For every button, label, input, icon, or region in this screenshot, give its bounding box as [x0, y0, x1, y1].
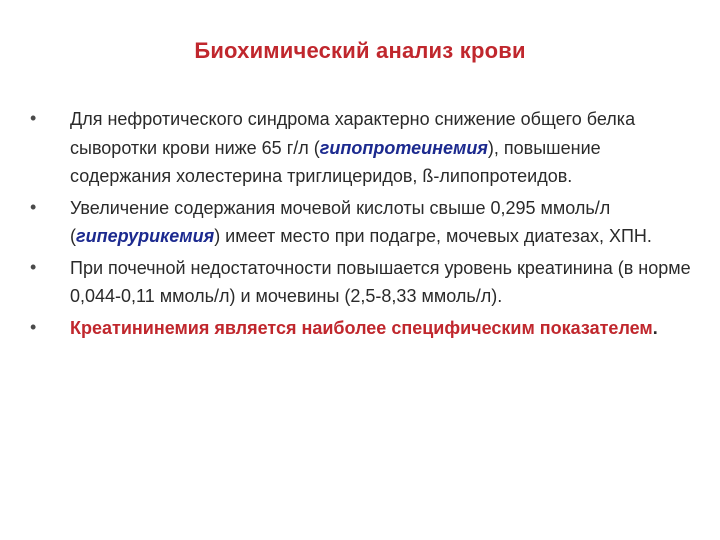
- bullet-dot-icon: •: [30, 316, 37, 337]
- bullet-item-renal-failure: [26, 254, 696, 311]
- bullet-text-part: ), повышение содержания холестерина триглицеридов, ß-липопротеидов.: [70, 137, 601, 186]
- term-hyperuricemia: гиперурикемия: [76, 226, 215, 246]
- bullet-text: [70, 194, 696, 251]
- bullet-text: При почечной недостаточности повышается уровень креатинина (в норме 0,044-0,11 ммоль/л) и мочевины (2,5-8,33 ммоль/л).: [70, 257, 691, 306]
- bullet-text-part: ) имеет место при подагре, мочевых диатезах, ХПН.: [214, 226, 652, 246]
- bullet-item-uric-acid: [26, 194, 696, 251]
- bullet-dot-icon: •: [30, 196, 37, 217]
- bullet-text-part: Креатининемия является наиболее специфическим показателем: [70, 317, 653, 338]
- bullet-dot-icon: •: [30, 256, 37, 277]
- bullet-text: [70, 105, 696, 191]
- bullet-text-period: .: [652, 317, 658, 338]
- bullet-item-nephrotic: [26, 105, 696, 191]
- bullet-text-part: Для нефротического синдрома характерно снижение общего белка сыворотки крови ниже 65 г/л (: [70, 109, 636, 158]
- term-hypoproteinemia: гипопротеинемия: [319, 137, 488, 158]
- bullet-item-creatininemia: [26, 314, 696, 343]
- bullet-dot-icon: •: [30, 108, 37, 128]
- bullet-text-highlight: [70, 314, 696, 343]
- bullet-list: [26, 105, 696, 345]
- bullet-text-part: Увеличение содержания мочевой кислоты свыше 0,295 ммоль/л (: [70, 197, 611, 246]
- slide-title: Биохимический анализ крови: [194, 38, 526, 63]
